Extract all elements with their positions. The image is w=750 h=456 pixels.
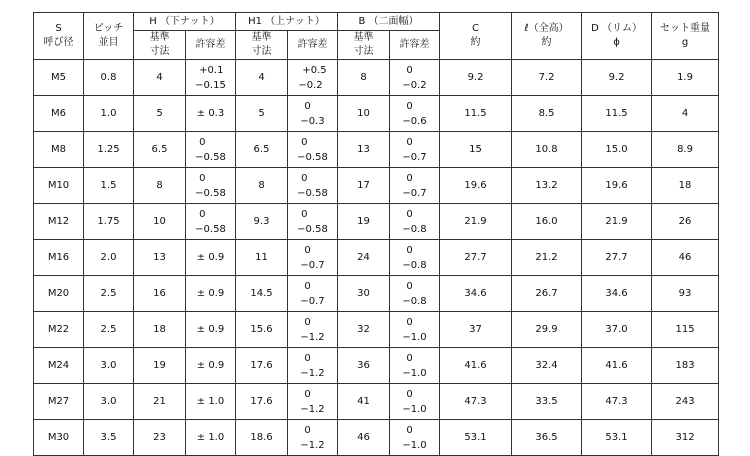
cell-h: 19 — [134, 348, 186, 384]
tolerance-value — [402, 63, 426, 93]
cell-c: 19.6 — [440, 168, 512, 204]
cell-b: 46 — [338, 420, 390, 456]
cell-w: 8.9 — [652, 132, 719, 168]
tolerance-line: 0 — [406, 280, 413, 292]
tolerance-line: −0.6 — [402, 115, 427, 127]
spec-table-container — [33, 12, 719, 456]
tolerance-line: −0.58 — [195, 223, 226, 235]
tolerance-line: 0 — [406, 388, 413, 400]
header-b: B （二面幅） — [338, 13, 440, 31]
cell-h-tol — [186, 168, 236, 204]
tolerance-line: −1.2 — [300, 439, 325, 451]
table-row — [34, 168, 719, 204]
header-b-std-line1: 基準 — [353, 32, 374, 43]
header-h-std-line2: 寸法 — [149, 46, 170, 57]
tolerance-value — [197, 250, 224, 265]
cell-d: 19.6 — [582, 168, 652, 204]
tolerance-line: 0 — [406, 136, 413, 148]
cell-w: 18 — [652, 168, 719, 204]
tolerance-line: 0 — [301, 172, 308, 184]
tolerance-line: ± 0.3 — [196, 108, 225, 119]
tolerance-value — [402, 279, 426, 309]
header-l — [512, 13, 582, 60]
tolerance-line: −0.3 — [300, 115, 325, 127]
cell-pitch: 3.0 — [84, 384, 134, 420]
tolerance-value — [195, 135, 226, 165]
tolerance-line: −1.2 — [300, 403, 325, 415]
tolerance-value — [300, 351, 324, 381]
tolerance-line: −0.58 — [195, 187, 226, 199]
cell-h1: 15.6 — [236, 312, 288, 348]
cell-b: 17 — [338, 168, 390, 204]
cell-b-tol — [390, 276, 440, 312]
tolerance-line: −0.15 — [195, 79, 226, 91]
cell-b-tol — [390, 348, 440, 384]
header-s — [34, 13, 84, 60]
cell-l: 32.4 — [512, 348, 582, 384]
cell-c: 21.9 — [440, 204, 512, 240]
cell-l: 26.7 — [512, 276, 582, 312]
tolerance-line: −1.0 — [402, 331, 427, 343]
cell-h1: 17.6 — [236, 384, 288, 420]
cell-b-tol — [390, 132, 440, 168]
cell-b-tol — [390, 420, 440, 456]
cell-b-tol — [390, 384, 440, 420]
header-s-line1: S — [55, 23, 62, 34]
tolerance-line: −0.8 — [402, 223, 427, 235]
tolerance-line: 0 — [304, 280, 311, 292]
cell-h-tol — [186, 96, 236, 132]
tolerance-line: 0 — [406, 352, 413, 364]
cell-d: 11.5 — [582, 96, 652, 132]
header-h1-std — [236, 31, 288, 60]
cell-h-tol — [186, 348, 236, 384]
cell-l: 16.0 — [512, 204, 582, 240]
tolerance-value — [402, 243, 426, 273]
cell-c: 11.5 — [440, 96, 512, 132]
tolerance-line: 0 — [304, 352, 311, 364]
cell-pitch: 3.0 — [84, 348, 134, 384]
tolerance-value — [195, 207, 226, 237]
header-l-line1: ℓ（全高） — [524, 23, 569, 34]
tolerance-value — [195, 171, 226, 201]
tolerance-line: 0 — [304, 100, 311, 112]
cell-s: M16 — [34, 240, 84, 276]
cell-l: 29.9 — [512, 312, 582, 348]
cell-h: 5 — [134, 96, 186, 132]
cell-h1: 11 — [236, 240, 288, 276]
tolerance-value — [402, 207, 426, 237]
cell-h-tol — [186, 312, 236, 348]
cell-h1: 18.6 — [236, 420, 288, 456]
tolerance-value — [197, 106, 224, 121]
tolerance-value — [402, 99, 426, 129]
cell-d: 53.1 — [582, 420, 652, 456]
cell-h1-tol — [288, 312, 338, 348]
header-c — [440, 13, 512, 60]
tolerance-line: −1.2 — [300, 331, 325, 343]
header-h1-std-line1: 基準 — [251, 32, 272, 43]
cell-s: M5 — [34, 60, 84, 96]
header-d-line1: D （リム） — [591, 23, 642, 34]
cell-l: 13.2 — [512, 168, 582, 204]
cell-c: 27.7 — [440, 240, 512, 276]
table-row — [34, 60, 719, 96]
header-h1: H1 （上ナット） — [236, 13, 338, 31]
tolerance-line: 0 — [199, 208, 206, 220]
header-d — [582, 13, 652, 60]
table-row — [34, 348, 719, 384]
cell-s: M10 — [34, 168, 84, 204]
header-b-std-line2: 寸法 — [353, 46, 374, 57]
header-pitch-line1: ピッチ — [93, 23, 124, 34]
cell-d: 41.6 — [582, 348, 652, 384]
cell-h-tol — [186, 384, 236, 420]
tolerance-value — [300, 423, 324, 453]
tolerance-value — [300, 387, 324, 417]
tolerance-line: −0.7 — [402, 187, 427, 199]
cell-pitch: 1.25 — [84, 132, 134, 168]
cell-h1: 8 — [236, 168, 288, 204]
header-pitch-line2: 並目 — [98, 37, 119, 48]
tolerance-line: 0 — [406, 172, 413, 184]
cell-h1: 17.6 — [236, 348, 288, 384]
tolerance-value — [197, 394, 224, 409]
cell-b-tol — [390, 96, 440, 132]
cell-s: M30 — [34, 420, 84, 456]
cell-l: 33.5 — [512, 384, 582, 420]
cell-s: M22 — [34, 312, 84, 348]
tolerance-line: 0 — [406, 64, 413, 76]
cell-h1-tol — [288, 60, 338, 96]
cell-l: 8.5 — [512, 96, 582, 132]
header-weight — [652, 13, 719, 60]
header-c-line1: C — [472, 23, 479, 34]
cell-s: M8 — [34, 132, 84, 168]
table-row — [34, 240, 719, 276]
header-pitch — [84, 13, 134, 60]
cell-h1-tol — [288, 348, 338, 384]
tolerance-line: 0 — [406, 424, 413, 436]
header-c-line2: 約 — [470, 37, 481, 48]
cell-c: 41.6 — [440, 348, 512, 384]
cell-h-tol — [186, 276, 236, 312]
cell-pitch: 1.0 — [84, 96, 134, 132]
tolerance-line: 0 — [304, 388, 311, 400]
tolerance-line: −0.58 — [297, 187, 328, 199]
tolerance-line: 0 — [304, 244, 311, 256]
tolerance-line: +0.1 — [199, 64, 224, 76]
cell-h-tol — [186, 420, 236, 456]
cell-l: 7.2 — [512, 60, 582, 96]
cell-b: 24 — [338, 240, 390, 276]
cell-h1-tol — [288, 204, 338, 240]
tolerance-line: 0 — [301, 208, 308, 220]
cell-l: 21.2 — [512, 240, 582, 276]
cell-pitch: 0.8 — [84, 60, 134, 96]
table-row — [34, 276, 719, 312]
cell-l: 10.8 — [512, 132, 582, 168]
header-h-tol: 許容差 — [186, 31, 236, 60]
cell-b-tol — [390, 60, 440, 96]
tolerance-value — [197, 286, 224, 301]
cell-pitch: 1.75 — [84, 204, 134, 240]
cell-s: M20 — [34, 276, 84, 312]
cell-pitch: 2.0 — [84, 240, 134, 276]
cell-h1-tol — [288, 132, 338, 168]
cell-d: 37.0 — [582, 312, 652, 348]
cell-b: 32 — [338, 312, 390, 348]
cell-b: 30 — [338, 276, 390, 312]
cell-b-tol — [390, 240, 440, 276]
tolerance-line: ± 0.9 — [196, 252, 225, 263]
tolerance-value — [197, 430, 224, 445]
cell-h: 8 — [134, 168, 186, 204]
tolerance-line: 0 — [304, 316, 311, 328]
cell-h1: 6.5 — [236, 132, 288, 168]
cell-c: 47.3 — [440, 384, 512, 420]
header-weight-line1: セット重量 — [660, 23, 711, 34]
tolerance-line: −0.7 — [300, 295, 325, 307]
cell-h: 10 — [134, 204, 186, 240]
tolerance-line: ± 0.9 — [196, 360, 225, 371]
tolerance-line: 0 — [406, 100, 413, 112]
tolerance-value — [297, 207, 328, 237]
cell-b: 10 — [338, 96, 390, 132]
tolerance-value — [402, 135, 426, 165]
cell-b-tol — [390, 168, 440, 204]
table-row — [34, 132, 719, 168]
cell-l: 36.5 — [512, 420, 582, 456]
tolerance-line: 0 — [406, 244, 413, 256]
tolerance-value — [300, 99, 324, 129]
tolerance-value — [300, 279, 324, 309]
tolerance-line: −1.0 — [402, 439, 427, 451]
tolerance-line: −0.8 — [402, 259, 427, 271]
table-row — [34, 384, 719, 420]
tolerance-value — [402, 351, 426, 381]
tolerance-line: ± 1.0 — [196, 396, 225, 407]
cell-s: M24 — [34, 348, 84, 384]
tolerance-value — [300, 243, 324, 273]
header-h-std — [134, 31, 186, 60]
tolerance-line: ± 0.9 — [196, 324, 225, 335]
tolerance-line: ± 0.9 — [196, 288, 225, 299]
cell-h1-tol — [288, 240, 338, 276]
tolerance-value — [298, 63, 326, 93]
tolerance-line: −1.0 — [402, 367, 427, 379]
header-weight-line2: g — [681, 37, 689, 48]
tolerance-value — [300, 315, 324, 345]
cell-d: 9.2 — [582, 60, 652, 96]
cell-h1: 9.3 — [236, 204, 288, 240]
cell-h-tol — [186, 204, 236, 240]
cell-w: 183 — [652, 348, 719, 384]
cell-b: 8 — [338, 60, 390, 96]
cell-h-tol — [186, 240, 236, 276]
cell-d: 34.6 — [582, 276, 652, 312]
tolerance-line: 0 — [199, 172, 206, 184]
header-b-tol: 許容差 — [390, 31, 440, 60]
cell-w: 115 — [652, 312, 719, 348]
header-h-std-line1: 基準 — [149, 32, 170, 43]
tolerance-line: 0 — [304, 424, 311, 436]
cell-w: 4 — [652, 96, 719, 132]
tolerance-line: −0.58 — [195, 151, 226, 163]
cell-b: 36 — [338, 348, 390, 384]
cell-h: 21 — [134, 384, 186, 420]
cell-w: 46 — [652, 240, 719, 276]
cell-pitch: 3.5 — [84, 420, 134, 456]
cell-h1-tol — [288, 96, 338, 132]
cell-pitch: 2.5 — [84, 312, 134, 348]
cell-pitch: 2.5 — [84, 276, 134, 312]
tolerance-value — [402, 315, 426, 345]
table-row — [34, 204, 719, 240]
tolerance-line: 0 — [406, 208, 413, 220]
header-h1-tol: 許容差 — [288, 31, 338, 60]
tolerance-value — [197, 358, 224, 373]
tolerance-line: −0.2 — [402, 79, 427, 91]
header-b-std — [338, 31, 390, 60]
table-row — [34, 96, 719, 132]
cell-h-tol — [186, 60, 236, 96]
cell-b-tol — [390, 204, 440, 240]
tolerance-line: −0.2 — [298, 79, 323, 91]
cell-h1-tol — [288, 168, 338, 204]
cell-d: 27.7 — [582, 240, 652, 276]
table-row — [34, 312, 719, 348]
tolerance-line: −0.58 — [297, 223, 328, 235]
spec-table-body — [34, 60, 719, 456]
cell-h: 4 — [134, 60, 186, 96]
cell-c: 37 — [440, 312, 512, 348]
cell-pitch: 1.5 — [84, 168, 134, 204]
cell-w: 93 — [652, 276, 719, 312]
tolerance-value — [195, 63, 226, 93]
cell-c: 9.2 — [440, 60, 512, 96]
cell-c: 34.6 — [440, 276, 512, 312]
tolerance-line: 0 — [406, 316, 413, 328]
cell-h: 23 — [134, 420, 186, 456]
header-h: H （下ナット） — [134, 13, 236, 31]
cell-h1-tol — [288, 420, 338, 456]
cell-c: 53.1 — [440, 420, 512, 456]
cell-w: 26 — [652, 204, 719, 240]
cell-h1: 14.5 — [236, 276, 288, 312]
cell-h: 16 — [134, 276, 186, 312]
tolerance-value — [297, 135, 328, 165]
tolerance-line: 0 — [199, 136, 206, 148]
cell-d: 47.3 — [582, 384, 652, 420]
tolerance-value — [297, 171, 328, 201]
cell-b-tol — [390, 312, 440, 348]
cell-h: 6.5 — [134, 132, 186, 168]
tolerance-line: +0.5 — [302, 64, 327, 76]
cell-h-tol — [186, 132, 236, 168]
cell-h: 18 — [134, 312, 186, 348]
header-row-main — [34, 13, 719, 31]
cell-h1-tol — [288, 384, 338, 420]
cell-b: 13 — [338, 132, 390, 168]
cell-b: 19 — [338, 204, 390, 240]
cell-s: M27 — [34, 384, 84, 420]
tolerance-value — [402, 423, 426, 453]
cell-w: 1.9 — [652, 60, 719, 96]
cell-s: M6 — [34, 96, 84, 132]
tolerance-line: −0.7 — [402, 151, 427, 163]
header-h1-std-line2: 寸法 — [251, 46, 272, 57]
cell-c: 15 — [440, 132, 512, 168]
tolerance-line: −0.58 — [297, 151, 328, 163]
cell-w: 312 — [652, 420, 719, 456]
header-d-line2: ϕ — [613, 37, 620, 48]
cell-d: 21.9 — [582, 204, 652, 240]
tolerance-value — [197, 322, 224, 337]
tolerance-line: −1.0 — [402, 403, 427, 415]
cell-b: 41 — [338, 384, 390, 420]
cell-h1: 5 — [236, 96, 288, 132]
tolerance-line: −1.2 — [300, 367, 325, 379]
cell-d: 15.0 — [582, 132, 652, 168]
tolerance-line: −0.8 — [402, 295, 427, 307]
cell-h1: 4 — [236, 60, 288, 96]
tolerance-line: ± 1.0 — [196, 432, 225, 443]
tolerance-value — [402, 387, 426, 417]
cell-w: 243 — [652, 384, 719, 420]
header-s-line2: 呼び径 — [43, 37, 74, 48]
tolerance-line: −0.7 — [300, 259, 325, 271]
tolerance-value — [402, 171, 426, 201]
table-row — [34, 420, 719, 456]
header-l-line2: 約 — [541, 37, 552, 48]
cell-s: M12 — [34, 204, 84, 240]
nut-spec-table — [33, 12, 719, 456]
cell-h1-tol — [288, 276, 338, 312]
cell-h: 13 — [134, 240, 186, 276]
tolerance-line: 0 — [301, 136, 308, 148]
